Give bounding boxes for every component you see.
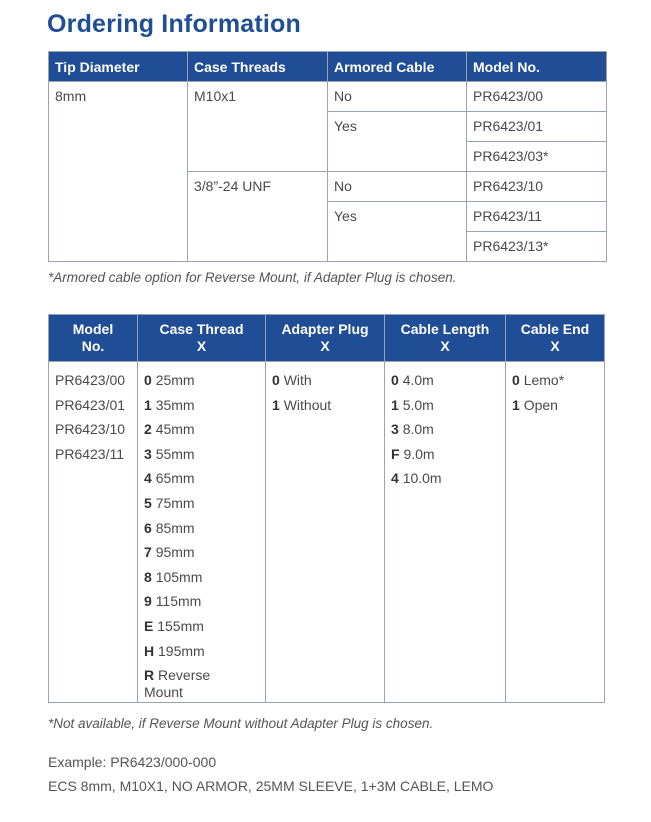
header-line: X <box>440 338 450 354</box>
header-line: No. <box>81 338 105 354</box>
example-description: ECS 8mm, M10X1, NO ARMOR, 25MM SLEEVE, 1+3M CABLE, LEMO <box>48 778 494 794</box>
header-line: Cable End <box>520 321 590 337</box>
header-line: X <box>320 338 330 354</box>
example-code: Example: PR6423/000-000 <box>48 754 217 770</box>
option-item <box>144 491 265 516</box>
model-code-table <box>48 314 605 703</box>
option-code: 7 <box>144 544 152 561</box>
model-cell: PR6423/01 <box>467 112 607 142</box>
option-item <box>144 540 265 565</box>
option-code: 3 <box>391 421 399 438</box>
option-code: F <box>391 445 400 462</box>
header-cable-length <box>385 315 506 362</box>
option-item <box>512 368 604 393</box>
option-text: 195mm <box>158 642 205 659</box>
option-item <box>144 565 265 590</box>
header-line: Cable Length <box>400 321 490 337</box>
model-cell: PR6423/00 <box>467 82 607 112</box>
option-text: 95mm <box>155 544 195 561</box>
header-adapter-plug <box>266 315 385 362</box>
header-armored-cable: Armored Cable <box>328 52 467 82</box>
header-tip-diameter: Tip Diameter <box>49 52 188 82</box>
header-line: Case Thread <box>159 321 244 337</box>
page-title: Ordering Information <box>47 10 301 38</box>
option-text: 105mm <box>155 568 203 585</box>
option-item <box>272 368 384 393</box>
option-item <box>144 393 265 418</box>
option-text: 9.0m <box>403 445 435 462</box>
ordering-table <box>48 51 607 262</box>
option-code: 0 <box>144 372 152 388</box>
thread-cell: 3/8”-24 UNF <box>188 172 328 262</box>
option-text: 85mm <box>155 519 195 536</box>
option-item <box>144 368 265 393</box>
option-code: 4 <box>144 470 152 487</box>
option-text: 8.0m <box>402 421 434 438</box>
option-code: 8 <box>144 568 152 585</box>
option-item <box>391 442 505 467</box>
tip-diameter-cell: 8mm <box>49 82 188 262</box>
option-text: 25mm <box>155 372 195 388</box>
option-text: 10.0m <box>402 470 442 487</box>
option-code: 1 <box>512 396 520 413</box>
option-text: 155mm <box>157 617 204 634</box>
table-row <box>49 82 607 112</box>
option-code: 4 <box>391 470 399 487</box>
option-code: R <box>144 667 155 684</box>
option-code: H <box>144 642 155 659</box>
option-item <box>144 516 265 541</box>
option-item <box>144 639 265 664</box>
option-code: 0 <box>272 372 280 388</box>
table-row <box>49 362 605 703</box>
model-list-cell <box>49 362 138 703</box>
option-code: 6 <box>144 519 152 536</box>
option-code: 2 <box>144 421 152 438</box>
header-line: X <box>196 338 207 354</box>
armored-cell: Yes <box>328 112 467 172</box>
option-code: 1 <box>272 396 280 413</box>
option-code: E <box>144 617 154 634</box>
option-text: 5.0m <box>402 396 434 413</box>
armored-cell: No <box>328 82 467 112</box>
option-item <box>144 466 265 491</box>
option-item <box>144 614 265 639</box>
option-code: 1 <box>391 396 399 413</box>
cable-length-cell <box>385 362 506 703</box>
header-case-threads: Case Threads <box>188 52 328 82</box>
model-item: PR6423/00 <box>55 372 126 388</box>
option-text: 65mm <box>155 470 195 487</box>
option-code: 5 <box>144 494 152 511</box>
table-header-row <box>49 315 605 362</box>
model-cell: PR6423/03* <box>467 142 607 172</box>
cable-end-cell <box>506 362 605 703</box>
header-cable-end <box>506 315 605 362</box>
option-item <box>391 466 505 491</box>
option-code: 1 <box>144 396 152 413</box>
option-item <box>391 368 505 393</box>
footnote-armored: *Armored cable option for Reverse Mount, if Adapter Plug is chosen. <box>48 270 457 285</box>
option-item <box>144 417 265 442</box>
option-item <box>391 417 505 442</box>
header-model-no <box>49 315 138 362</box>
option-text: Without <box>283 396 332 413</box>
table-header-row <box>49 52 607 82</box>
option-text: 4.0m <box>402 372 434 388</box>
option-text: 35mm <box>155 396 195 413</box>
case-thread-cell <box>138 362 266 703</box>
model-item: PR6423/10 <box>55 421 126 438</box>
option-text: 75mm <box>155 494 195 511</box>
option-text: With <box>283 372 312 388</box>
model-cell: PR6423/10 <box>467 172 607 202</box>
option-text: 55mm <box>155 445 195 462</box>
model-item: PR6423/01 <box>55 396 126 413</box>
header-case-thread <box>138 315 266 362</box>
option-item <box>144 442 265 467</box>
model-cell: PR6423/11 <box>467 202 607 232</box>
header-line: Adapter Plug <box>281 321 369 337</box>
option-item <box>512 393 604 418</box>
option-text: Lemo* <box>523 372 565 388</box>
header-model-no: Model No. <box>467 52 607 82</box>
adapter-plug-cell <box>266 362 385 703</box>
option-code: 0 <box>391 372 399 388</box>
armored-cell: No <box>328 172 467 202</box>
option-text: 45mm <box>155 421 195 438</box>
model-cell: PR6423/13* <box>467 232 607 262</box>
header-line: Model <box>72 321 114 337</box>
thread-cell: M10x1 <box>188 82 328 172</box>
option-item <box>144 589 265 614</box>
footnote-reverse-mount: *Not available, if Reverse Mount without Adapter Plug is chosen. <box>48 716 434 731</box>
option-text: Open <box>523 396 558 413</box>
option-item <box>144 667 244 701</box>
option-code: 9 <box>144 593 152 610</box>
option-text: 115mm <box>155 593 202 610</box>
model-item: PR6423/11 <box>55 445 125 462</box>
option-text: Reverse Mount <box>144 667 211 701</box>
option-code: 3 <box>144 445 152 462</box>
armored-cell: Yes <box>328 202 467 262</box>
option-code: 0 <box>512 372 520 388</box>
header-line: X <box>550 338 560 354</box>
option-item <box>272 393 384 418</box>
option-item <box>391 393 505 418</box>
